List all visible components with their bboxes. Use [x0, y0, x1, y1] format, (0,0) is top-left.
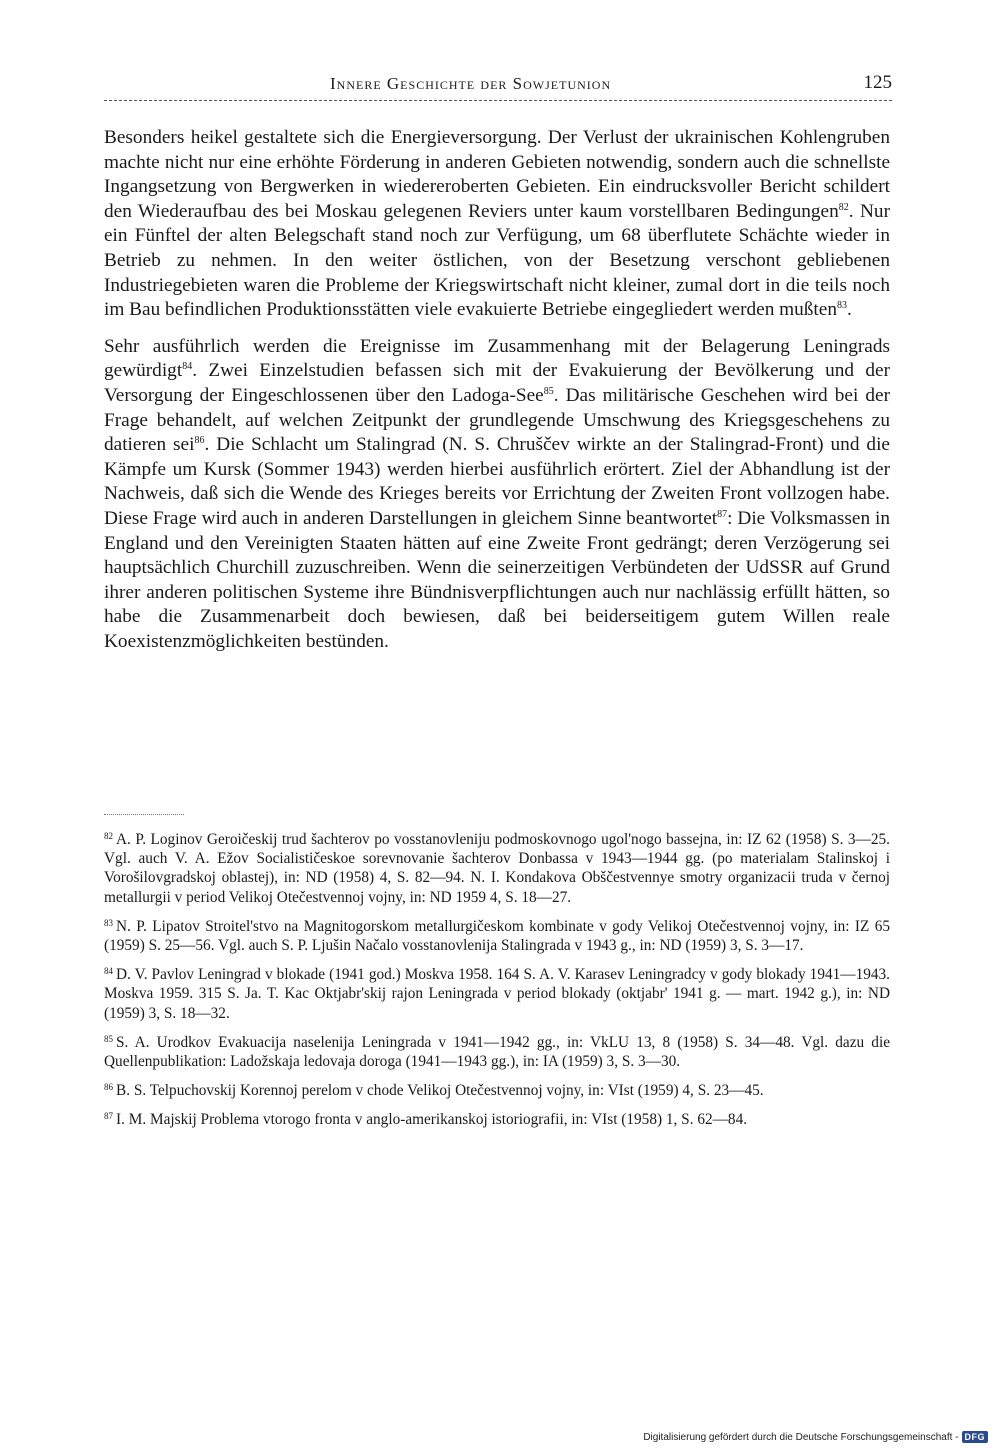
footnote-85: $^{85}$ S. A. Urodkov Evakuacija naselenija Leningrada v 1941—1942 gg., in: VkLU 13, 8 (1958) S. 34—48. Vgl. dazu die Quellenpublikation: Ladožskaja ledovaja doroga (1941—1943 gg.), in: IA (1959) 3, S. 3—30. [104, 1033, 890, 1071]
footnote-ref-84[interactable]: 84 [182, 361, 193, 373]
footnote-87: $^{87}$ I. M. Majskij Problema vtorogo fronta v anglo-amerikanskoj istoriografii, in: VIst (1958) 1, S. 62—84. [104, 1111, 748, 1129]
footnote-83: $^{83}$ N. P. Lipatov Stroitel'stvo na Magnitogorskom metallurgičeskom kombinate v gody Velikoj Otečestvennoj vojny, in: IZ 65 (1959) S. 25—56. Vgl. auch S. P. Ljušin Načalo vosstanovlenija Stalingrada v 1943 g., in: ND (1959) 3, S. 3—17. [104, 917, 890, 955]
digitization-credit [643, 1431, 988, 1443]
footnote-ref-83[interactable]: 83 [837, 300, 847, 312]
page-header [104, 72, 892, 101]
credit-text: Digitalisierung gefördert durch die Deutsche Forschungsgemeinschaft - [643, 1431, 959, 1443]
page-number: 125 [863, 72, 892, 93]
footnote-ref-86[interactable]: 86 [194, 435, 205, 447]
footnote-ref-87[interactable]: 87 [717, 508, 728, 520]
footnote-86: $^{86}$ B. S. Telpuchovskij Korennoj perelom v chode Velikoj Otečestvennoj vojny, in: VIst (1959) 4, S. 23—45. [104, 1082, 764, 1100]
paragraph-2: Sehr ausführlich werden die Ereignisse im Zusammenhang mit der Belagerung Leningrads gewürdigt$^{84}$. Zwei Einzelstudien befassen sich mit der Evakuierung der Bevölkerung und der Versorgung der Eingeschlossenen über den Ladoga-See$^{85}$. Das militärische Geschehen wird bei der Frage behandelt, auf welchen Zeitpunkt der grundlegende Umschwung des Kriegsgeschehens zu datieren sei$^{86}$. Die Schlacht um Stalingrad (N. S. Chruščev wirkte an der Stalingrad-Front) und die Kämpfe um Kursk (Sommer 1943) werden hierbei ausführlich erörtert. Ziel der Abhandlung ist der Nachweis, daß sich die Wende des Krieges bereits vor Errichtung der Zweiten Front vollzogen habe. Diese Frage wird auch in anderen Darstellungen in gleichem Sinne beantwortet$^{87}$: Die Volksmassen in England und den Vereinigten Staaten hätten auf eine Zweite Front gedrängt; deren Verzögerung sei hauptsächlich Churchill zuzuschreiben. Wenn die seinerzeitigen Verbündeten der UdSSR auf Grund ihrer anderen politischen Systeme ihre Bündnisverpflichtungen auch nur nachlässig erfüllt hätten, so habe die Zusammenarbeit doch bewiesen, daß bei beiderseitigem gutem Willen reale Koexistenzmöglichkeiten bestünden. [104, 335, 890, 652]
footnote-82: $^{82}$ A. P. Loginov Geroičeskij trud šachterov po vosstanovleniju podmoskovnogo ugol'nogo bassejna, in: IZ 62 (1958) S. 3—25. Vgl. auch V. A. Ežov Socialističeskoe sorevnovanie šachterov Donbassa v 1943—1944 gg. (po materialam Stalinskoj i Vorošilovgradskoj oblastej), in: ND (1958) 4, S. 82—94. N. I. Kondakova Obščestvennye smotry organizacii truda v černoj metallurgii v period Velikoj Otečestvennoj vojny, in: ND 1959 4, S. 18—27. [104, 831, 890, 906]
footnote-84: $^{84}$ D. V. Pavlov Leningrad v blokade (1941 god.) Moskva 1958. 164 S. A. V. Karasev Leningradcy v gody blokady 1941—1943. Moskva 1959. 315 S. Ja. T. Kac Oktjabr'skij rajon Leningrada v period blokady (oktjabr' 1941 g. — mart. 1942 g.), in: ND (1959) 3, S. 18—32. [104, 966, 890, 1022]
main-text [104, 126, 890, 666]
footnotes [104, 830, 890, 1140]
footnote-ref-82[interactable]: 82 [838, 201, 849, 213]
footnote-separator [104, 814, 184, 815]
running-title: Innere Geschichte der Sowjetunion [330, 74, 612, 93]
dfg-logo: DFG [962, 1431, 989, 1443]
footnote-ref-85[interactable]: 85 [543, 385, 554, 397]
paragraph-1: Besonders heikel gestaltete sich die Energieversorgung. Der Verlust der ukrainischen Kohlengruben machte nicht nur eine erhöhte Förderung in anderen Gebieten notwendig, sondern auch die schnellste Ingangsetzung von Bergwerken in wiedereroberten Gebieten. Ein eindrucksvoller Bericht schildert den Wiederaufbau des bei Moskau gelegenen Reviers unter kaum vorstellbaren Bedingungen$^{82}$. Nur ein Fünftel der alten Belegschaft stand noch zur Verfügung, um 68 überflutete Schächte wieder in Betrieb zu nehmen. In den weiter östlichen, von der Besetzung verschont gebliebenen Industriegebieten waren die Probleme der Kriegswirtschaft nicht kleiner, zumal dort in die teils noch im Bau befindlichen Produktionsstätten viele evakuierte Betriebe eingegliedert werden mußten$^{83}$. [104, 127, 890, 321]
